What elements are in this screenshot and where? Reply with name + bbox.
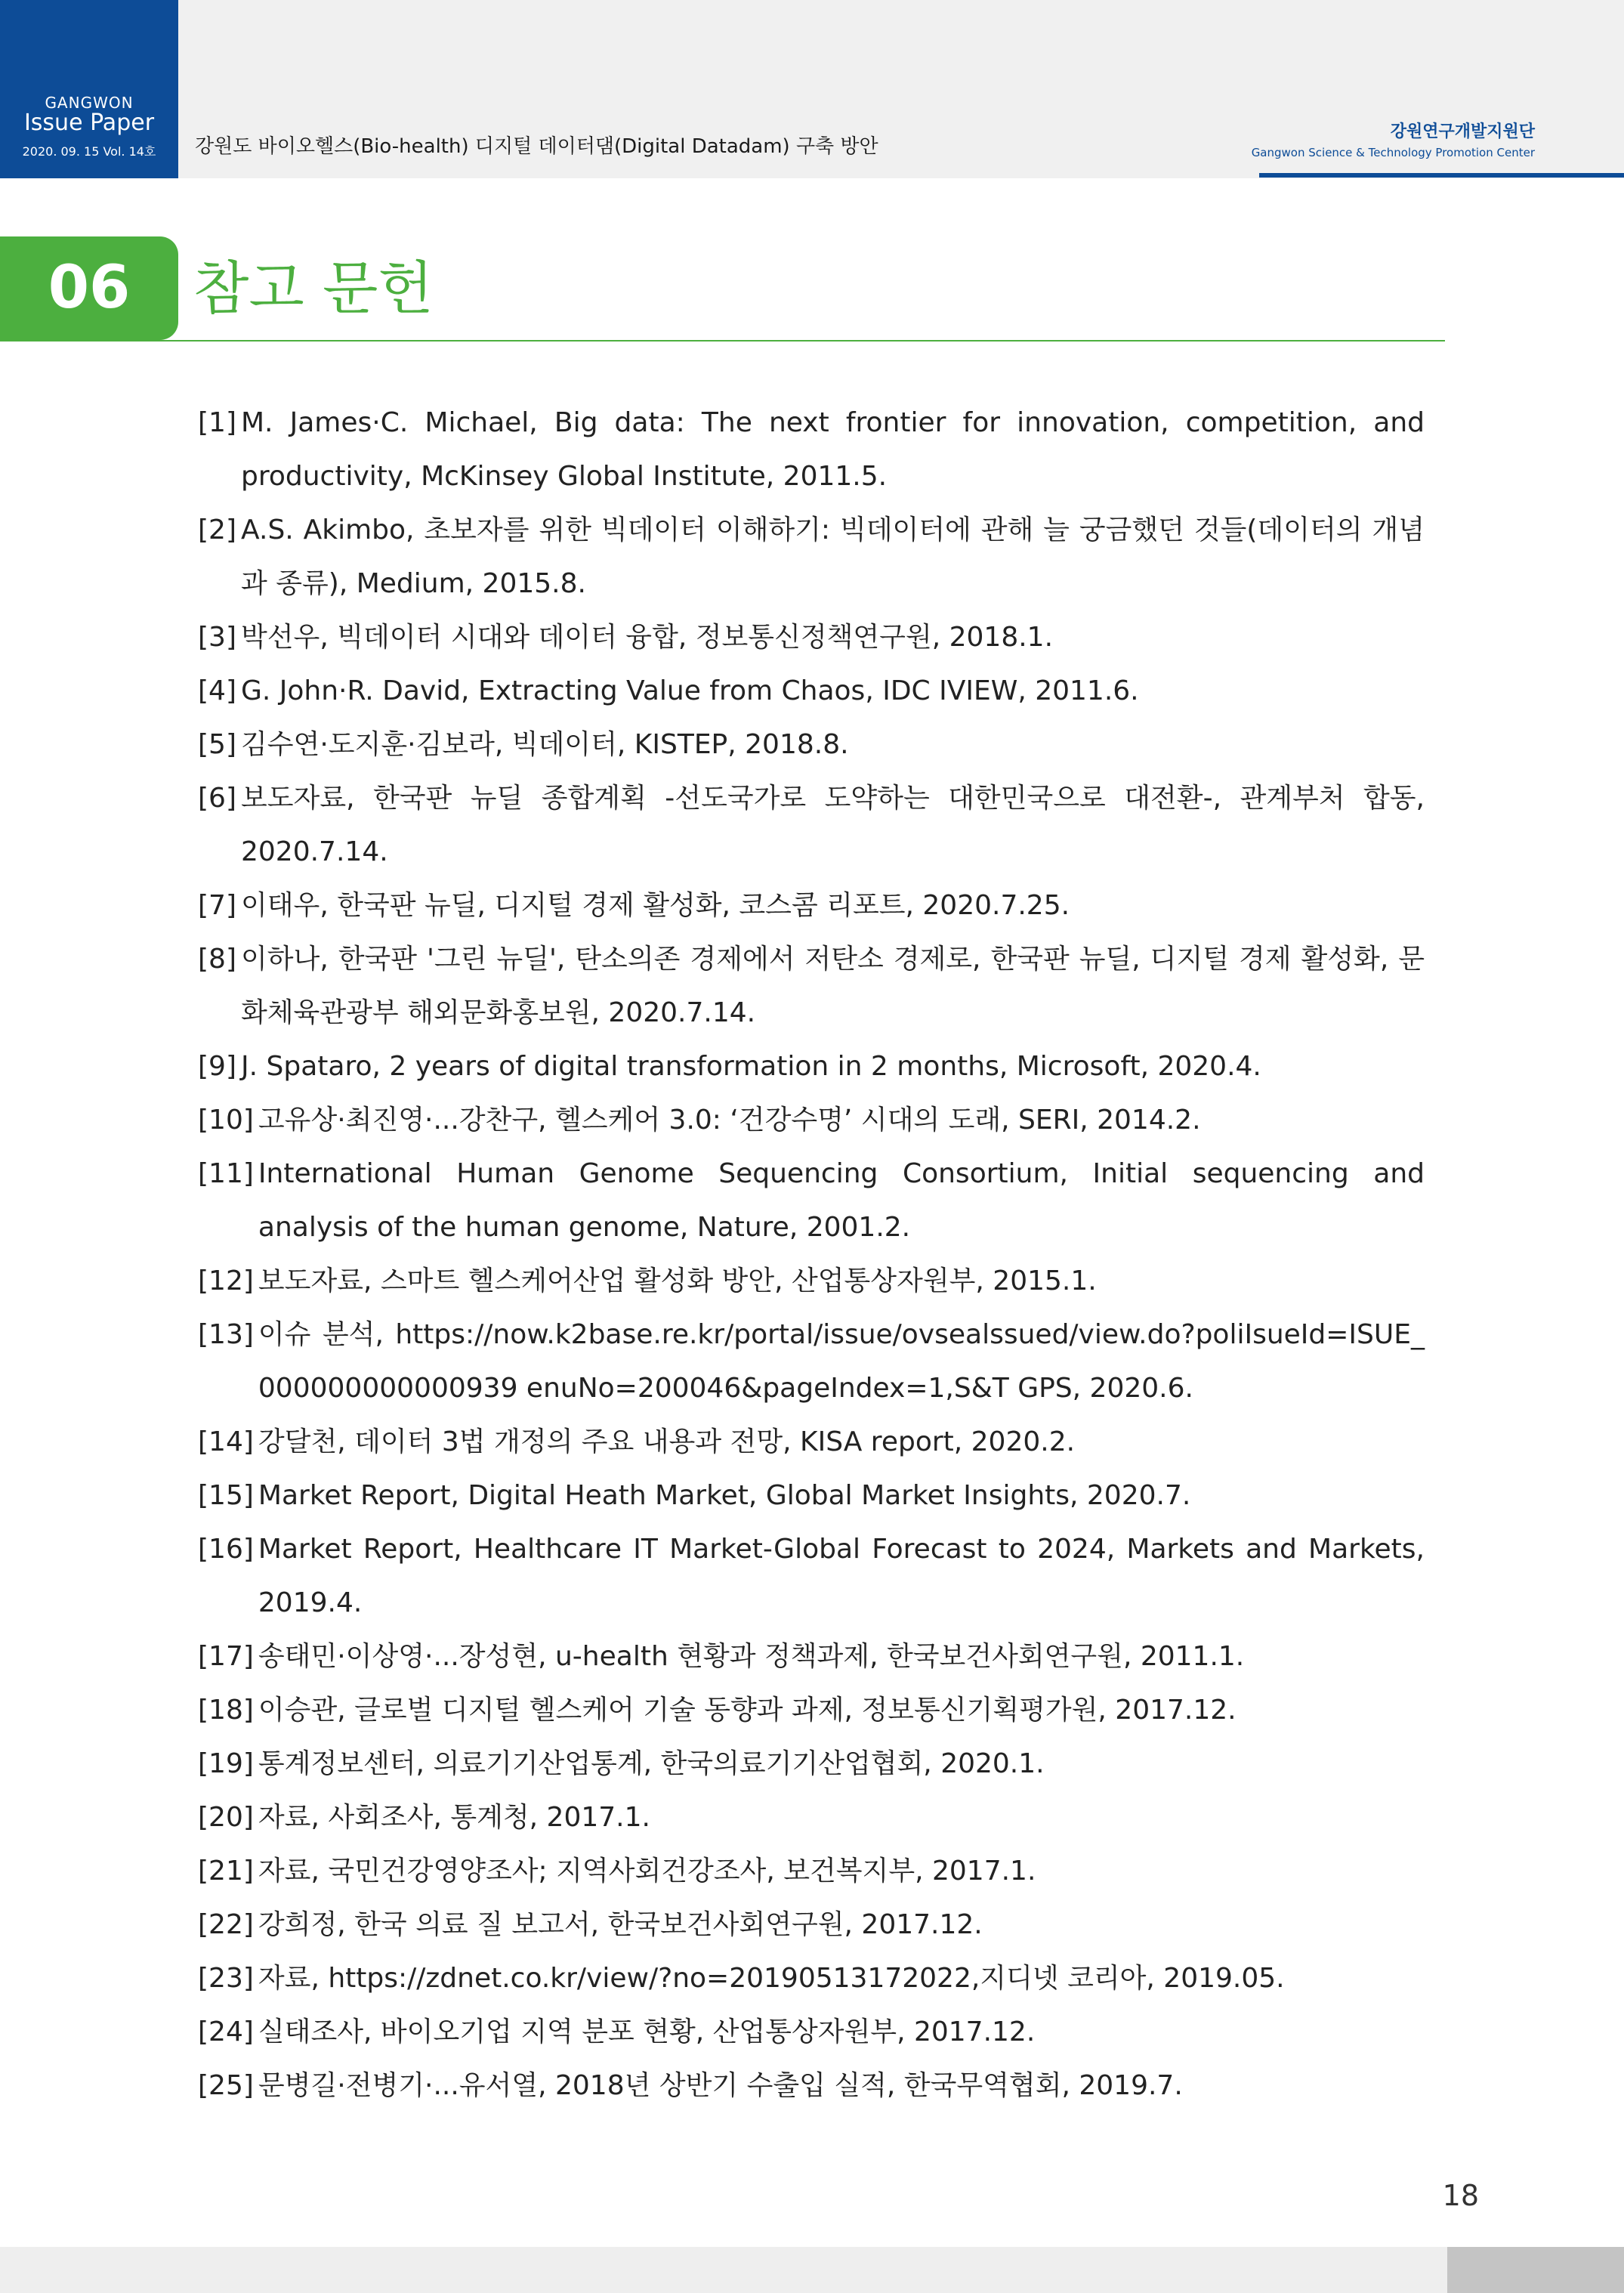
reference-text: 자료, https://zdnet.co.kr/view/?no=20190513172022,지디넷 코리아, 2019.05. [258, 1963, 1285, 1994]
reference-number: [18] [198, 1695, 254, 1726]
reference-number: [25] [198, 2070, 254, 2101]
reference-item [198, 1254, 1425, 1308]
reference-text: International Human Genome Sequencing Consortium, Initial sequencing and analysis of the human genome, Nature, 2001.2. [258, 1158, 1425, 1243]
reference-text: 송태민·이상영·...장성현, u-health 현황과 정책과제, 한국보건사회연구원, 2011.1. [258, 1641, 1245, 1672]
reference-item [198, 2059, 1425, 2112]
reference-text: Market Report, Digital Heath Market, Global Market Insights, 2020.7. [258, 1480, 1191, 1511]
reference-text: 보도자료, 한국판 뉴딜 종합계획 -선도국가로 도약하는 대한민국으로 대전환-, 관계부처 합동, 2020.7.14. [241, 783, 1425, 867]
reference-text: A.S. Akimbo, 초보자를 위한 빅데이터 이해하기: 빅데이터에 관해 늘 궁금했던 것들(데이터의 개념과 종류), Medium, 2015.8. [241, 515, 1425, 599]
reference-item [198, 503, 1425, 610]
reference-text: 강달천, 데이터 3법 개정의 주요 내용과 전망, KISA report, 2020.2. [258, 1426, 1076, 1457]
reference-number: [17] [198, 1641, 254, 1672]
reference-number: [13] [198, 1319, 254, 1350]
reference-text: 고유상·최진영·...강찬구, 헬스케어 3.0: ‘건강수명’ 시대의 도래, SERI, 2014.2. [258, 1105, 1201, 1136]
reference-number: [2] [198, 515, 236, 545]
reference-text: 이승관, 글로벌 디지털 헬스케어 기술 동향과 과제, 정보통신기획평가원, 2017.12. [258, 1695, 1237, 1726]
reference-text: M. James·C. Michael, Big data: The next frontier for innovation, competition, and productivity, McKinsey Global Institute, 2011.5. [241, 407, 1425, 492]
reference-text: J. Spataro, 2 years of digital transformation in 2 months, Microsoft, 2020.4. [241, 1051, 1261, 1082]
reference-item [198, 664, 1425, 718]
reference-number: [14] [198, 1426, 254, 1457]
reference-item [198, 1791, 1425, 1844]
reference-text: 실태조사, 바이오기업 지역 분포 현황, 산업통상자원부, 2017.12. [258, 2016, 1036, 2047]
reference-number: [4] [198, 675, 236, 706]
badge-date-volume: 2020. 09. 15 Vol. 14호 [22, 144, 156, 159]
reference-item [198, 1683, 1425, 1737]
reference-text: 김수연·도지훈·김보라, 빅데이터, KISTEP, 2018.8. [241, 729, 849, 760]
reference-item [198, 2005, 1425, 2059]
page-number: 18 [1442, 2179, 1479, 2212]
badge-brand: GANGWON [45, 94, 134, 112]
reference-number: [24] [198, 2016, 254, 2047]
reference-item [198, 1308, 1425, 1415]
reference-text: 자료, 사회조사, 통계청, 2017.1. [258, 1802, 650, 1833]
reference-text: 문병길·전병기·...유서열, 2018년 상반기 수출입 실적, 한국무역협회, 2019.7. [258, 2070, 1183, 2101]
footer-accent-block [1447, 2247, 1624, 2293]
document-title: 강원도 바이오헬스(Bio-health) 디지털 데이터댐(Digital Datadam) 구축 방안 [195, 135, 878, 158]
reference-item [198, 1952, 1425, 2005]
reference-number: [8] [198, 944, 236, 975]
header-divider [1259, 173, 1624, 178]
reference-item [198, 1522, 1425, 1630]
reference-item [198, 396, 1425, 503]
reference-text: 강희정, 한국 의료 질 보고서, 한국보건사회연구원, 2017.12. [258, 1909, 983, 1940]
reference-number: [9] [198, 1051, 236, 1082]
reference-text: 이태우, 한국판 뉴딜, 디지털 경제 활성화, 코스콤 리포트, 2020.7.25. [241, 890, 1070, 921]
reference-item [198, 1630, 1425, 1683]
reference-number: [1] [198, 407, 236, 438]
reference-number: [23] [198, 1963, 254, 1994]
reference-item [198, 1093, 1425, 1147]
reference-item [198, 932, 1425, 1040]
reference-number: [12] [198, 1265, 254, 1296]
reference-number: [11] [198, 1158, 254, 1189]
reference-number: [20] [198, 1802, 254, 1833]
reference-text: 이슈 분석, https://now.k2base.re.kr/portal/issue/ovsealssued/view.do?poliIsueId=ISUE_000000000000939 enuNo=200046&pageIndex=1,S&T GPS, 2020.6. [258, 1319, 1425, 1404]
reference-number: [3] [198, 622, 236, 653]
organization-name-korean: 강원연구개발지원단 [1390, 122, 1535, 141]
section-divider [0, 340, 1445, 341]
reference-text: G. John·R. David, Extracting Value from Chaos, IDC IVIEW, 2011.6. [241, 675, 1139, 706]
reference-text: 자료, 국민건강영양조사; 지역사회건강조사, 보건복지부, 2017.1. [258, 1856, 1036, 1887]
reference-number: [7] [198, 890, 236, 921]
section-number: 06 [48, 254, 131, 322]
reference-text: 통계정보센터, 의료기기산업통계, 한국의료기기산업협회, 2020.1. [258, 1748, 1045, 1779]
reference-number: [10] [198, 1105, 254, 1136]
reference-item [198, 1415, 1425, 1469]
reference-number: [21] [198, 1856, 254, 1887]
reference-item [198, 1040, 1425, 1093]
reference-number: [19] [198, 1748, 254, 1779]
reference-number: [22] [198, 1909, 254, 1940]
reference-number: [15] [198, 1480, 254, 1511]
reference-text: Market Report, Healthcare IT Market-Global Forecast to 2024, Markets and Markets, 2019.4. [258, 1534, 1425, 1618]
footer-band [0, 2247, 1624, 2293]
reference-text: 박선우, 빅데이터 시대와 데이터 융합, 정보통신정책연구원, 2018.1. [241, 622, 1054, 653]
reference-item [198, 1469, 1425, 1522]
issue-paper-badge [0, 0, 178, 178]
reference-number: [16] [198, 1534, 254, 1565]
section-title: 참고 문헌 [193, 255, 434, 322]
reference-item [198, 1147, 1425, 1254]
badge-series: Issue Paper [23, 110, 155, 136]
reference-item [198, 879, 1425, 932]
reference-item [198, 1844, 1425, 1898]
reference-number: [5] [198, 729, 236, 760]
reference-list [198, 396, 1425, 2112]
reference-item [198, 610, 1425, 664]
organization-name-english: Gangwon Science & Technology Promotion Center [1251, 146, 1535, 159]
reference-text: 이하나, 한국판 '그린 뉴딜', 탄소의존 경제에서 저탄소 경제로, 한국판 뉴딜, 디지털 경제 활성화, 문화체육관광부 해외문화홍보원, 2020.7.14. [241, 944, 1425, 1028]
reference-item [198, 718, 1425, 771]
reference-text: 보도자료, 스마트 헬스케어산업 활성화 방안, 산업통상자원부, 2015.1. [258, 1265, 1097, 1296]
reference-number: [6] [198, 783, 236, 814]
reference-item [198, 1737, 1425, 1791]
reference-item [198, 771, 1425, 879]
reference-item [198, 1898, 1425, 1952]
